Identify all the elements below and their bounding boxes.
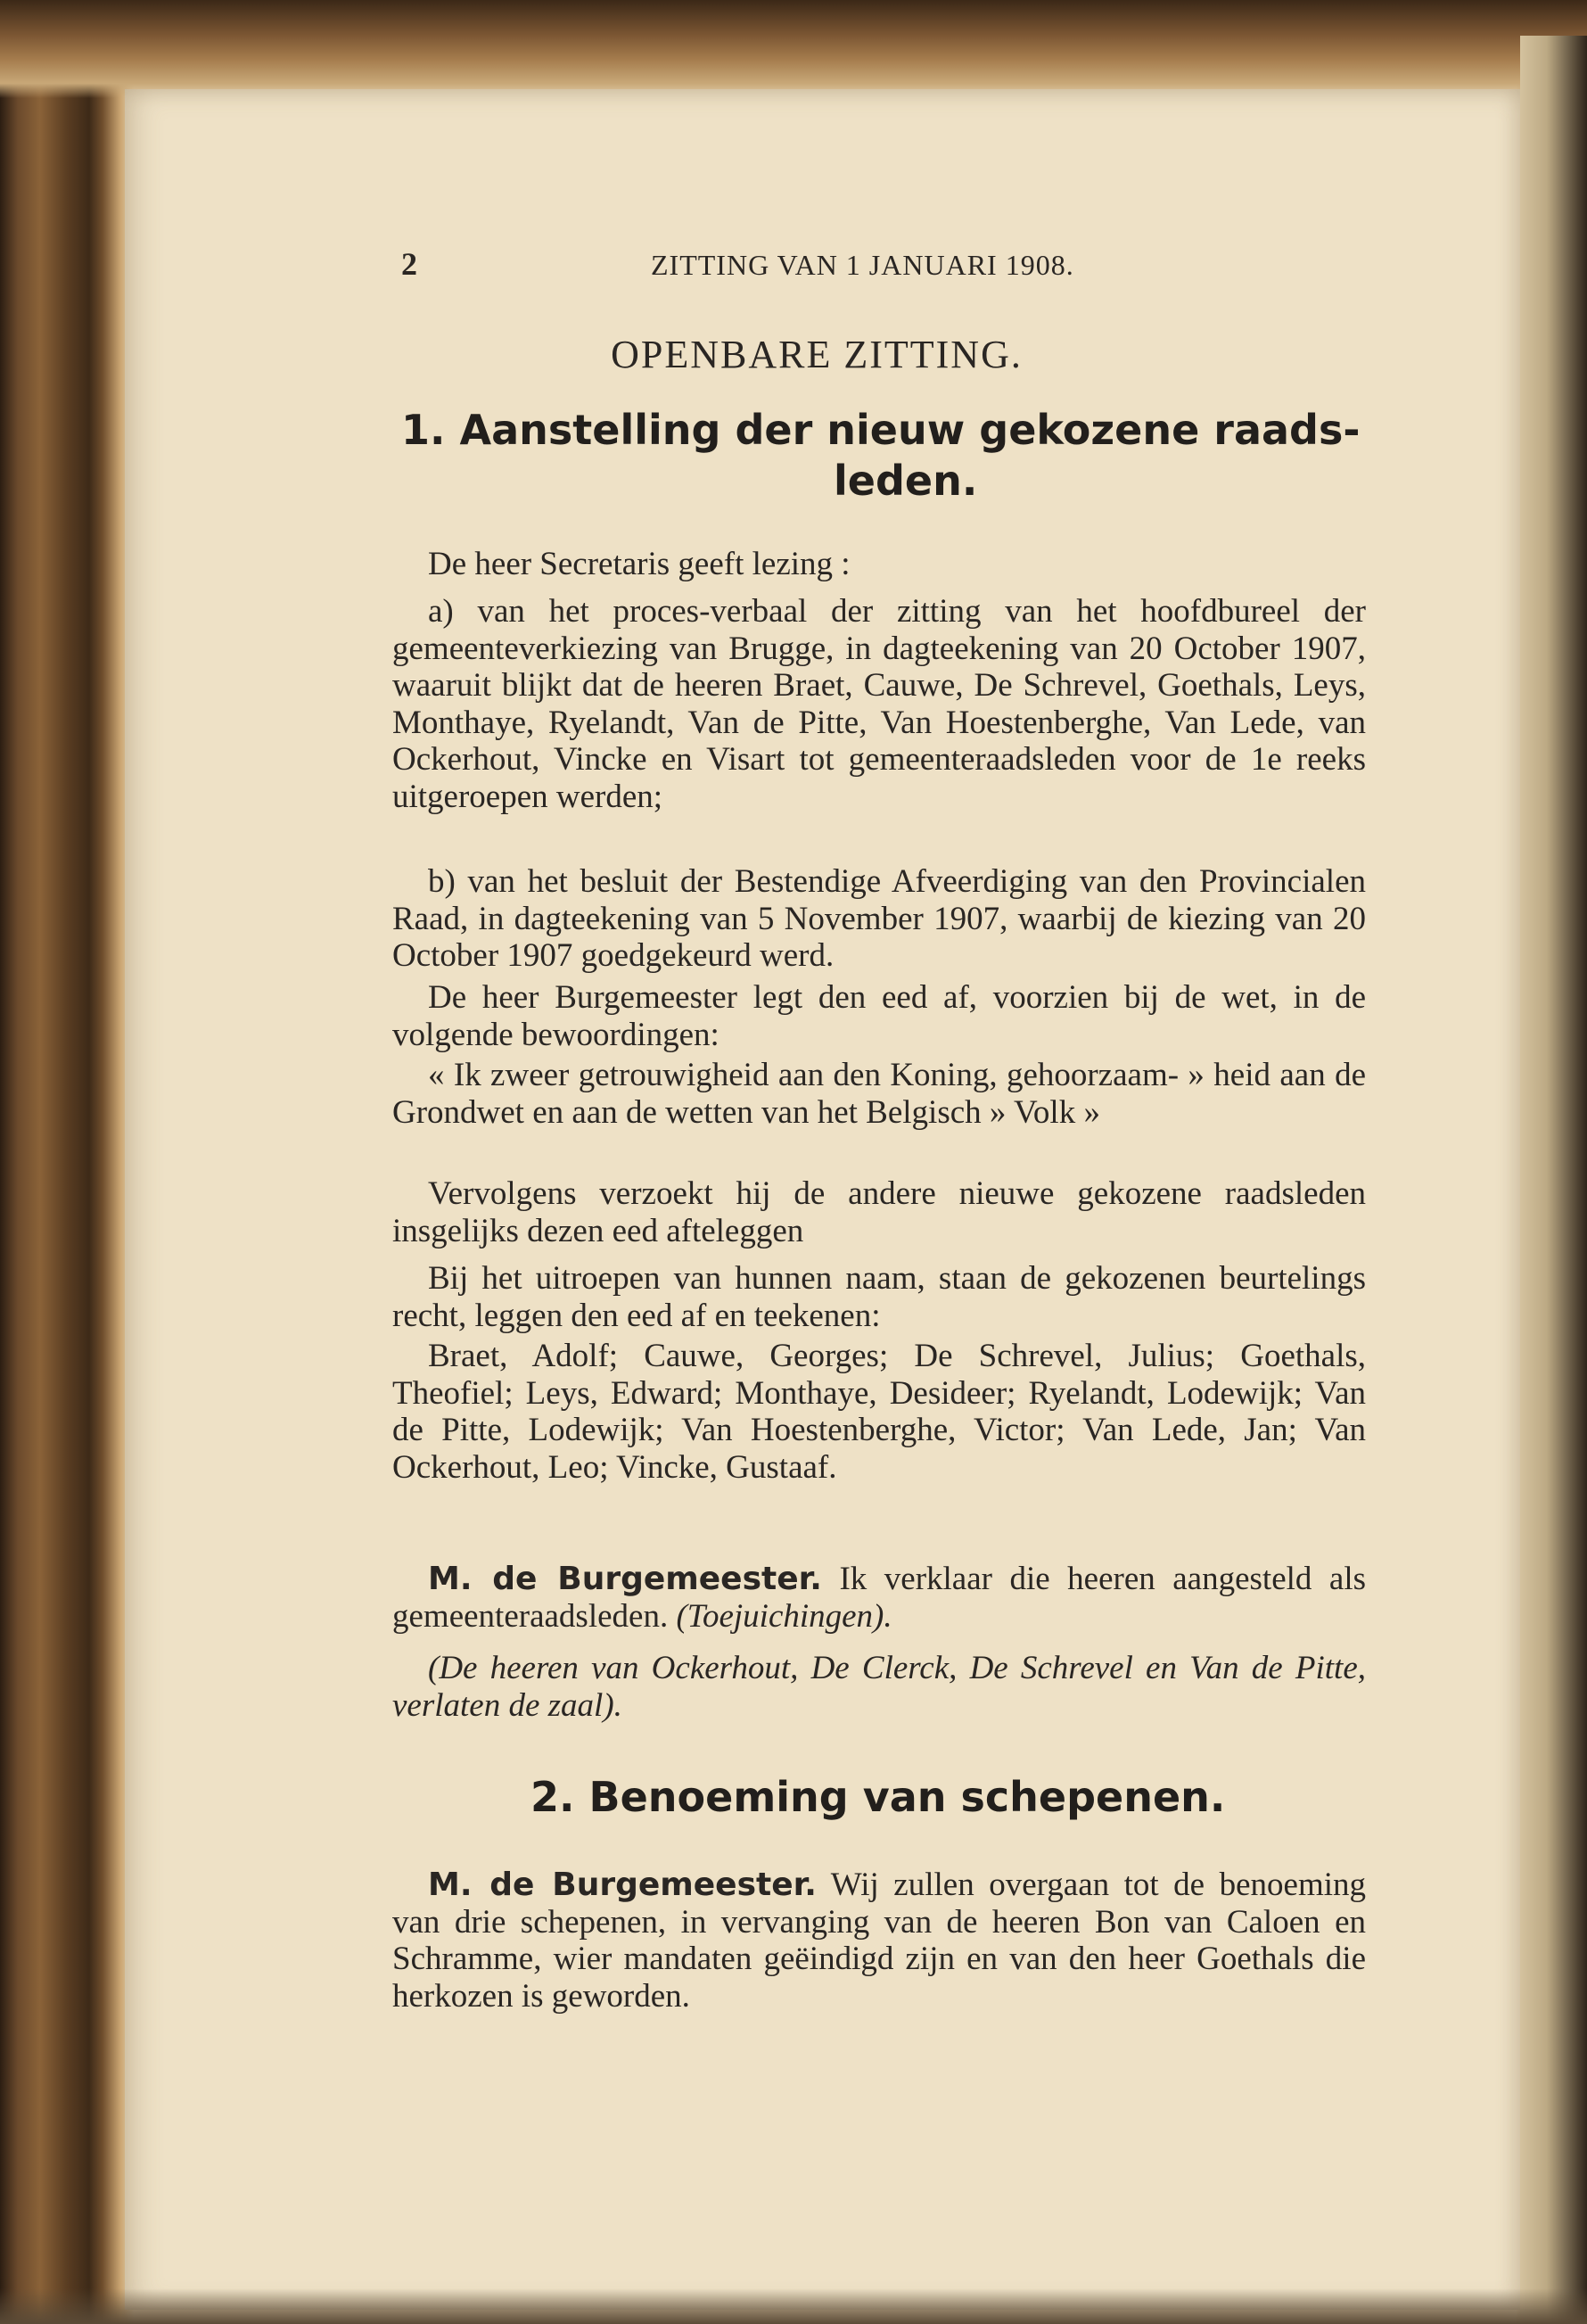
paragraph-b-text: b) van het besluit der Bestendige Afveerdiging van den Provincialen Raad, in dagteekening van 5 November 1907, waarbij de kiezing van 20 October 1907 goedgekeurd werd.: [392, 863, 1366, 974]
paragraph-item2: [392, 1867, 1366, 2015]
running-title: ZITTING VAN 1 JANUARI 1908.: [651, 249, 1074, 281]
binding-top-edge: [0, 0, 1587, 98]
paragraph-then: [392, 1175, 1366, 1249]
paragraph-item2-line: [392, 1867, 1366, 2015]
paragraph-names-intro: [392, 1260, 1366, 1334]
item2-title-text: Benoeming van schepenen.: [588, 1773, 1226, 1821]
paragraph-b: [392, 863, 1366, 975]
speaker-burgemeester: M. de Burgemeester.: [428, 1561, 822, 1597]
item2-title: [530, 1773, 1225, 1821]
paragraph-a: [392, 593, 1366, 815]
paragraph-a-text: a) van het proces-verbaal der zitting van het hoofdbureel der gemeenteverkiezing van Brugge, in dagteekening van 20 October 1907, waaruit blijkt dat de heeren Braet, Cauwe, De Schrevel, Goethals, Leys, Monthaye, Ryelandt, Van de Pitte, Van Hoestenberghe, Van Lede, van Ockerhout, Vincke en Visart tot gemeenteraadsleden voor de 1e reeks uitgeroepen werden;: [392, 593, 1366, 815]
section-heading: OPENBARE ZITTING.: [611, 333, 1023, 376]
cheer-text: (Toejuichingen).: [676, 1597, 892, 1635]
paragraph-oath-text: « Ik zweer getrouwigheid aan den Koning, gehoorzaam- » heid aan de Grondwet en aan de wetten van het Belgisch » Volk »: [392, 1057, 1366, 1131]
paragraph-leave: [392, 1650, 1366, 1724]
paragraph-names: [392, 1338, 1366, 1486]
paragraph-then-text: Vervolgens verzoekt hij de andere nieuwe gekozene raadsleden insgelijks dezen eed afteleggen: [392, 1175, 1366, 1249]
paragraph-names-text: Braet, Adolf; Cauwe, Georges; De Schrevel, Julius; Goethals, Theofiel; Leys, Edward; Monthaye, Desideer; Ryelandt, Lodewijk; Van de Pitte, Lodewijk; Van Hoestenberghe, Victor; Van Lede, Jan; Van Ockerhout, Leo; Vincke, Gustaaf.: [392, 1338, 1366, 1486]
item1-number: 1: [401, 406, 431, 454]
running-head: [267, 245, 1366, 290]
paragraph-intro: De heer Secretaris geeft lezing :: [428, 546, 851, 582]
paragraph-oath: [392, 1057, 1366, 1131]
item2-dot: .: [559, 1773, 589, 1821]
paragraph-declare-line: [392, 1561, 1366, 1635]
item1-title-line2: leden.: [834, 457, 978, 505]
speaker-burgemeester-2: M. de Burgemeester.: [428, 1867, 817, 1903]
item1-title-text: Aanstelling der nieuw gekozene raads-: [459, 406, 1361, 454]
item2-number: 2: [530, 1773, 560, 1821]
right-page-edge: [1520, 36, 1587, 2324]
declare-text: Ik verklaar die heeren aangesteld als gemeenteraadsleden.: [392, 1561, 1366, 1635]
item1-title-line1: [401, 406, 1360, 454]
paragraph-names-intro-text: Bij het uitroepen van hunnen naam, staan de gekozenen beurtelings recht, leggen den eed af en teekenen:: [392, 1260, 1366, 1334]
paragraph-leave-text: (De heeren van Ockerhout, De Clerck, De Schrevel en Van de Pitte, verlaten de zaal).: [392, 1650, 1366, 1724]
paragraph-oath-intro-text: De heer Burgemeester legt den eed af, voorzien bij de wet, in de volgende bewoordingen:: [392, 979, 1366, 1053]
paragraph-declare: [392, 1561, 1366, 1635]
paragraph-oath-intro: [392, 979, 1366, 1053]
item1-dot: .: [430, 406, 460, 454]
page-number: 2: [401, 246, 417, 282]
item2-text: Wij zullen overgaan tot de benoeming van drie schepenen, in vervanging van de heeren Bon van Caloen en Schramme, wier mandaten geëindigd zijn en van den heer Goethals die herkozen is geworden.: [392, 1867, 1366, 2015]
binding-bottom-edge: [0, 2288, 1587, 2324]
